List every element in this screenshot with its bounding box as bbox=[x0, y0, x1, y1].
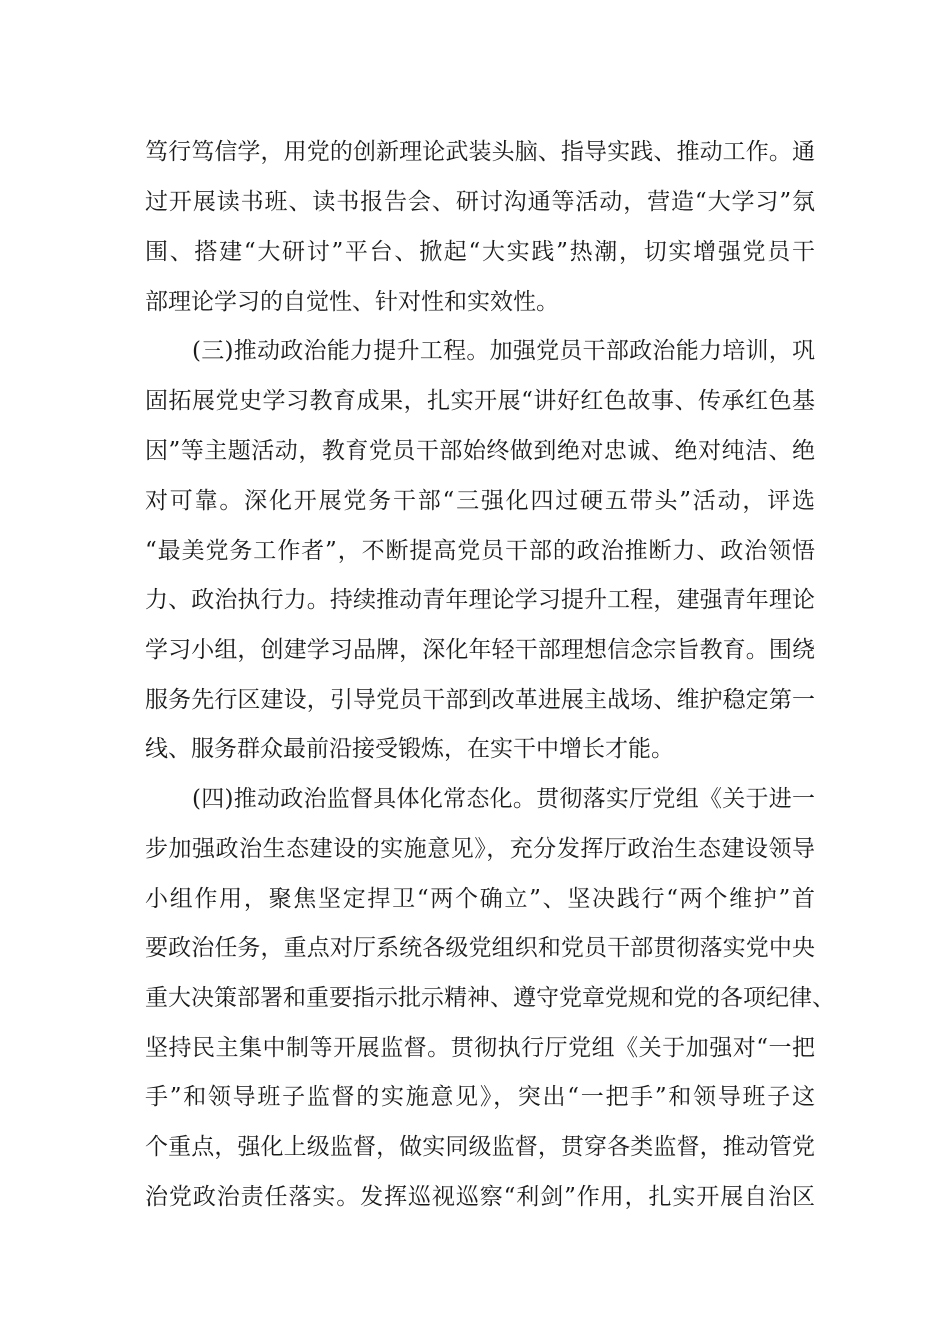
body-line: 因”等主题活动，教育党员干部始终做到绝对忠诚、绝对纯洁、绝 bbox=[145, 438, 815, 464]
body-line: 部理论学习的自觉性、针对性和实效性。 bbox=[145, 289, 559, 315]
section-heading-3: (三)推动政治能力提升工程。加强党员干部政治能力培训，巩 bbox=[192, 338, 815, 364]
body-line: 笃行笃信学，用党的创新理论武装头脑、指导实践、推动工作。通 bbox=[145, 139, 815, 165]
body-line: 个重点，强化上级监督，做实同级监督，贯穿各类监督，推动管党 bbox=[145, 1134, 815, 1160]
body-line: 小组作用，聚焦坚定捍卫“两个确立”、坚决践行“两个维护”首 bbox=[145, 886, 815, 912]
body-line: 坚持民主集中制等开展监督。贯彻执行厅党组《关于加强对“一把 bbox=[145, 1035, 815, 1061]
body-line: 固拓展党史学习教育成果，扎实开展“讲好红色故事、传承红色基 bbox=[145, 388, 815, 414]
body-line: 过开展读书班、读书报告会、研讨沟通等活动，营造“大学习”氛 bbox=[145, 189, 815, 215]
body-line: 力、政治执行力。持续推动青年理论学习提升工程，建强青年理论 bbox=[145, 587, 815, 613]
section-heading-4: (四)推动政治监督具体化常态化。贯彻落实厅党组《关于进一 bbox=[192, 786, 815, 812]
body-line: 围、搭建“大研讨”平台、掀起“大实践”热潮，切实增强党员干 bbox=[145, 239, 815, 265]
body-line: 对可靠。深化开展党务干部“三强化四过硬五带头”活动，评选 bbox=[145, 488, 815, 514]
body-line: 服务先行区建设，引导党员干部到改革进展主战场、维护稳定第一 bbox=[145, 687, 815, 713]
body-line: “最美党务工作者”，不断提高党员干部的政治推断力、政治领悟 bbox=[145, 538, 815, 564]
body-line: 学习小组，创建学习品牌，深化年轻干部理想信念宗旨教育。围绕 bbox=[145, 637, 815, 663]
body-line: 重大决策部署和重要指示批示精神、遵守党章党规和党的各项纪律、 bbox=[145, 985, 835, 1011]
body-line: 手”和领导班子监督的实施意见》，突出“一把手”和领导班子这 bbox=[145, 1084, 815, 1110]
body-line: 治党政治责任落实。发挥巡视巡察“利剑”作用，扎实开展自治区 bbox=[145, 1184, 815, 1210]
body-line: 线、服务群众最前沿接受锻炼，在实干中增长才能。 bbox=[145, 736, 674, 762]
body-line: 要政治任务，重点对厅系统各级党组织和党员干部贯彻落实党中央 bbox=[145, 935, 815, 961]
body-line: 步加强政治生态建设的实施意见》，充分发挥厅政治生态建设领导 bbox=[145, 836, 815, 862]
